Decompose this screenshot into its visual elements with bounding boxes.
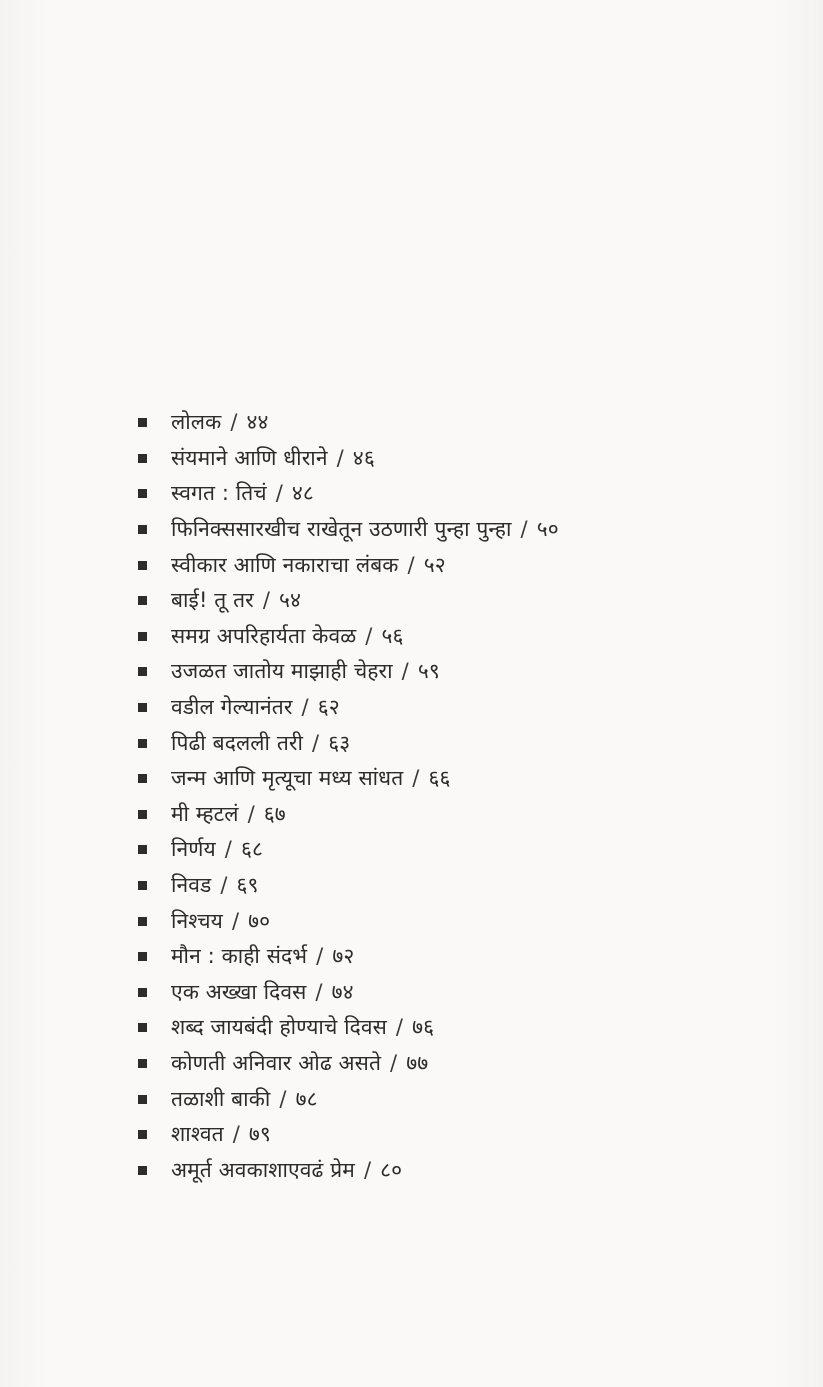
entry-page-number: ५९ — [417, 659, 440, 684]
separator-slash: / — [232, 1122, 240, 1147]
separator-slash: / — [401, 659, 409, 684]
separator-slash: / — [275, 481, 283, 506]
separator-slash: / — [336, 445, 344, 470]
toc-entry — [138, 690, 559, 726]
square-bullet-icon — [138, 845, 147, 854]
entry-title: अमूर्त अवकाशाएवढं प्रेम — [171, 1157, 355, 1182]
toc-entry — [138, 761, 559, 797]
entry-title: तळाशी बाकी — [171, 1086, 271, 1111]
entry-page-number: ६८ — [240, 837, 263, 862]
separator-slash: / — [262, 588, 271, 613]
entry-page-number: ५६ — [381, 623, 404, 648]
square-bullet-icon — [138, 1059, 147, 1068]
square-bullet-icon — [138, 1166, 147, 1175]
separator-slash: / — [520, 517, 528, 542]
square-bullet-icon — [138, 525, 147, 534]
entry-page-number: ४६ — [352, 445, 375, 470]
entry-page-number: ७० — [248, 908, 271, 933]
square-bullet-icon — [138, 667, 147, 676]
entry-title: पिढी बदलली तरी — [171, 730, 304, 755]
entry-page-number: ६६ — [428, 766, 451, 791]
toc-entry — [138, 1117, 559, 1153]
separator-slash: / — [220, 873, 228, 898]
separator-slash: / — [312, 730, 320, 755]
separator-slash: / — [395, 1015, 404, 1040]
entry-title: वडील गेल्यानंतर — [171, 695, 293, 720]
toc-entry — [138, 476, 559, 512]
separator-slash: / — [224, 837, 232, 862]
toc-entry — [138, 512, 559, 548]
entry-page-number: ५० — [536, 517, 559, 542]
square-bullet-icon — [138, 739, 147, 748]
square-bullet-icon — [138, 1130, 147, 1139]
toc-entry — [138, 1046, 559, 1082]
square-bullet-icon — [138, 454, 147, 463]
entry-title: शब्द जायबंदी होण्याचे दिवस — [171, 1015, 387, 1040]
entry-title: मौन : काही संदर्भ — [171, 944, 308, 969]
square-bullet-icon — [138, 418, 147, 427]
entry-title: फिनिक्ससारखीच राखेतून उठणारी पुन्हा पुन्हा — [171, 517, 512, 542]
square-bullet-icon — [138, 774, 147, 783]
square-bullet-icon — [138, 703, 147, 712]
entry-page-number: ६३ — [328, 730, 351, 755]
separator-slash: / — [230, 410, 238, 435]
square-bullet-icon — [138, 988, 147, 997]
toc-entry — [138, 583, 559, 619]
separator-slash: / — [301, 695, 309, 720]
entry-title: मी म्हटलं — [171, 801, 239, 826]
entry-title: जन्म आणि मृत्यूचा मध्य सांधत — [171, 766, 404, 791]
toc-entry — [138, 405, 559, 441]
separator-slash: / — [231, 908, 240, 933]
entry-title: शाश्वत — [171, 1122, 224, 1147]
entry-title: निश्चय — [171, 908, 223, 933]
entry-page-number: ८० — [380, 1157, 403, 1182]
separator-slash: / — [363, 1157, 372, 1182]
toc-entry — [138, 939, 559, 975]
entry-title: बाई! तू तर — [171, 588, 254, 613]
entry-page-number: ६७ — [263, 801, 286, 826]
separator-slash: / — [365, 623, 373, 648]
separator-slash: / — [390, 1050, 398, 1075]
toc-entry — [138, 619, 559, 655]
entry-page-number: ४४ — [246, 410, 269, 435]
separator-slash: / — [279, 1086, 287, 1111]
entry-page-number: ५४ — [279, 588, 302, 613]
separator-slash: / — [247, 801, 255, 826]
toc-entry — [138, 654, 559, 690]
entry-title: संयमाने आणि धीराने — [171, 445, 328, 470]
entry-page-number: ६९ — [236, 873, 259, 898]
square-bullet-icon — [138, 917, 147, 926]
entry-page-number: ७९ — [248, 1122, 271, 1147]
entry-title: लोलक — [171, 410, 222, 435]
entry-page-number: ४८ — [291, 481, 314, 506]
entry-page-number: ७७ — [406, 1050, 429, 1075]
toc-entry — [138, 441, 559, 477]
entry-title: स्वीकार आणि नकाराचा लंबक — [171, 552, 399, 577]
toc-entry — [138, 832, 559, 868]
toc-entry — [138, 725, 559, 761]
square-bullet-icon — [138, 596, 147, 605]
table-of-contents — [138, 405, 559, 1188]
toc-entry — [138, 903, 559, 939]
entry-title: स्वगत : तिचं — [171, 481, 267, 506]
entry-title: समग्र अपरिहार्यता केवळ — [171, 623, 357, 648]
entry-page-number: ७२ — [332, 944, 355, 969]
toc-entry — [138, 868, 559, 904]
square-bullet-icon — [138, 1095, 147, 1104]
separator-slash: / — [315, 979, 323, 1004]
toc-entry — [138, 797, 559, 833]
square-bullet-icon — [138, 632, 147, 641]
toc-entry — [138, 1081, 559, 1117]
entry-page-number: ७८ — [295, 1086, 318, 1111]
square-bullet-icon — [138, 1023, 147, 1032]
entry-page-number: ६२ — [317, 695, 340, 720]
square-bullet-icon — [138, 489, 147, 498]
separator-slash: / — [316, 944, 324, 969]
square-bullet-icon — [138, 561, 147, 570]
entry-title: उजळत जातोय माझाही चेहरा — [171, 659, 393, 684]
square-bullet-icon — [138, 810, 147, 819]
square-bullet-icon — [138, 881, 147, 890]
entry-page-number: ७४ — [331, 979, 354, 1004]
entry-page-number: ७६ — [412, 1015, 435, 1040]
toc-entry — [138, 547, 559, 583]
square-bullet-icon — [138, 952, 147, 961]
entry-title: एक अख्खा दिवस — [171, 979, 307, 1004]
toc-entry — [138, 975, 559, 1011]
entry-title: निर्णय — [171, 837, 216, 862]
separator-slash: / — [412, 766, 420, 791]
toc-entry — [138, 1152, 559, 1188]
toc-entry — [138, 1010, 559, 1046]
entry-title: निवड — [171, 873, 212, 898]
entry-title: कोणती अनिवार ओढ असते — [171, 1050, 382, 1075]
entry-page-number: ५२ — [423, 552, 446, 577]
separator-slash: / — [407, 552, 415, 577]
